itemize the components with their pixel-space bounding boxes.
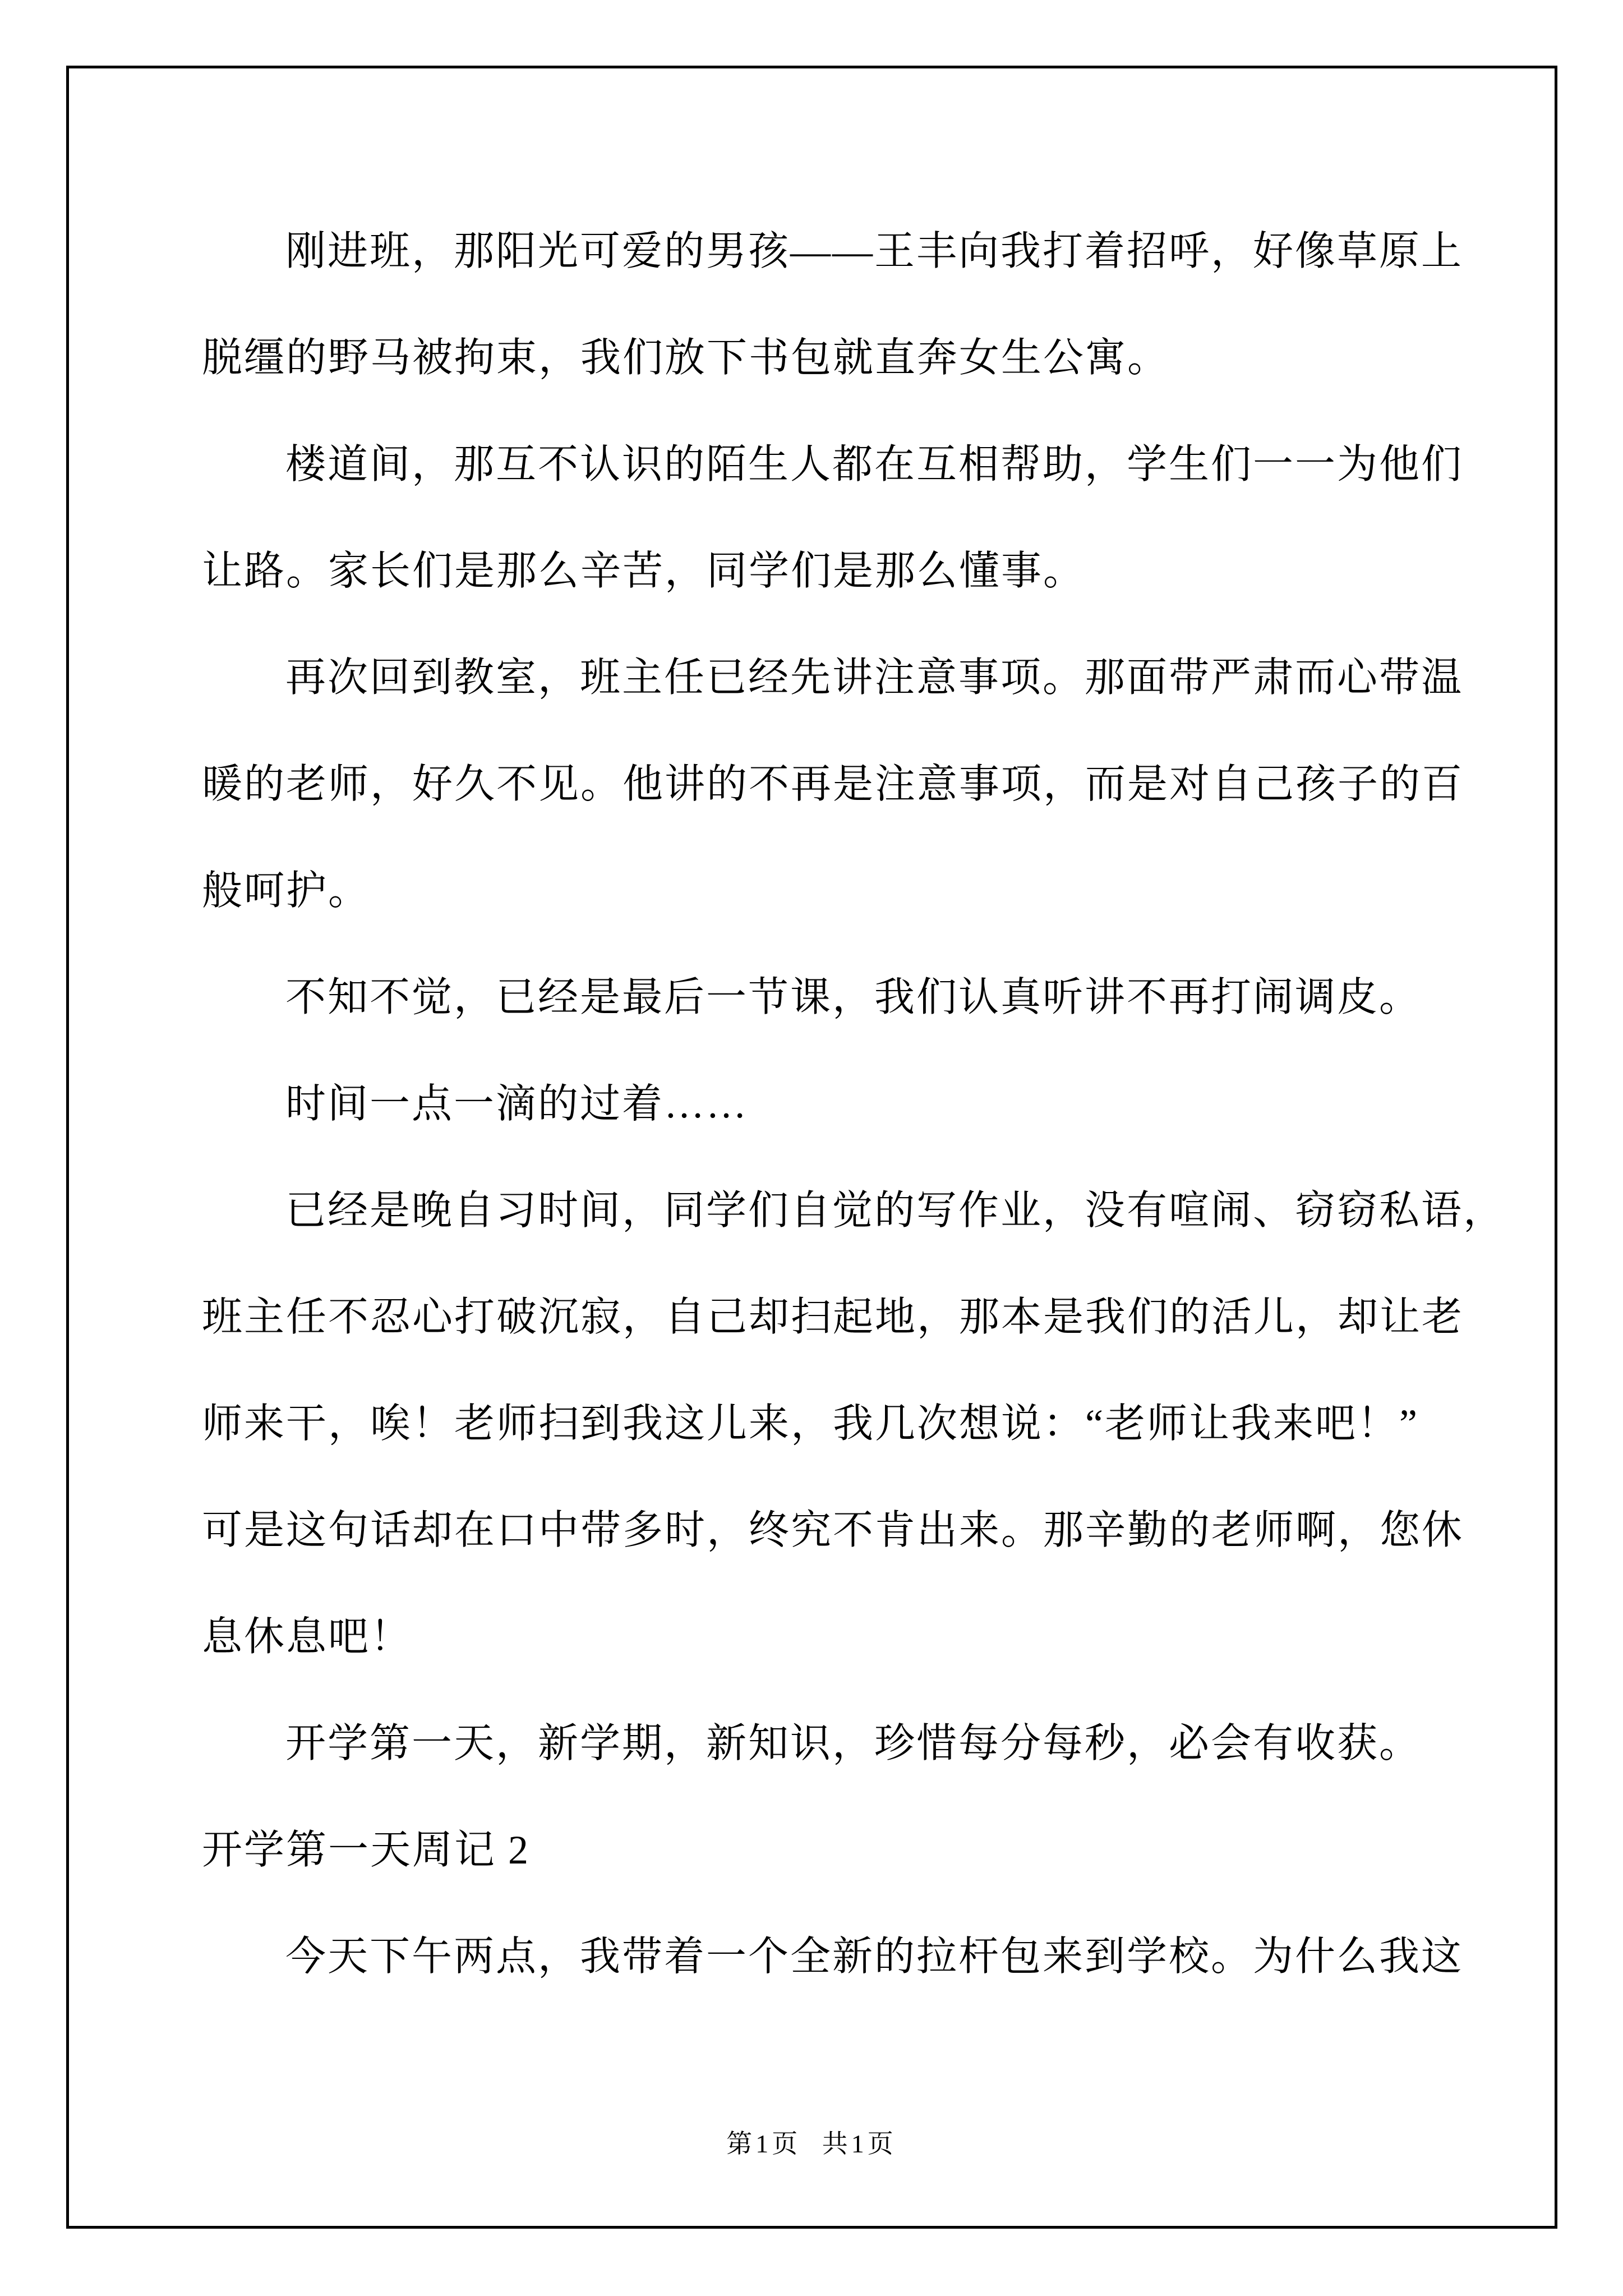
text-line: 暖的老师，好久不见。他讲的不再是注意事项，而是对自己孩子的百 [202,762,1464,807]
text-line: 今天下午两点，我带着一个全新的拉杆包来到学校。为什么我这 [285,1934,1464,1979]
page-footer [0,2122,1623,2166]
text-line: 时间一点一滴的过着…… [285,1082,749,1126]
text-line: 班主任不忍心打破沉寂，自己却扫起地，那本是我们的活儿，却让老 [202,1295,1464,1340]
text-line: 再次回到教室，班主任已经先讲注意事项。那面带严肃而心带温 [285,655,1464,700]
text-line: 不知不觉，已经是最后一节课，我们认真听讲不再打闹调皮。 [285,975,1422,1020]
document-body [202,198,1506,2010]
text-line: 息休息吧！ [202,1614,413,1659]
text-line: 脱缰的野马被拘束，我们放下书包就直奔女生公寓。 [202,335,1170,380]
text-line: 已经是晚自习时间，同学们自觉的写作业，没有喧闹、窃窃私语， [285,1188,1506,1233]
text-line: 让路。家长们是那么辛苦，同学们是那么懂事。 [202,549,1086,593]
text-line: 刚进班，那阳光可爱的男孩——王丰向我打着招呼，好像草原上 [285,229,1464,274]
text-line: 开学第一天，新学期，新知识，珍惜每分每秒，必会有收获。 [285,1721,1422,1766]
text-line: 楼道间，那互不认识的陌生人都在互相帮助，学生们一一为他们 [285,442,1464,487]
page-number-text: 第1页 共1页 [726,2129,897,2158]
text-line: 可是这句话却在口中带多时，终究不肯出来。那辛勤的老师啊，您休 [202,1508,1464,1553]
text-line: 开学第一天周记 2 [202,1828,531,1872]
text-line: 师来干，唉！老师扫到我这儿来，我几次想说：“老师让我来吧！” [202,1401,1419,1446]
text-line: 般呵护。 [202,868,371,913]
